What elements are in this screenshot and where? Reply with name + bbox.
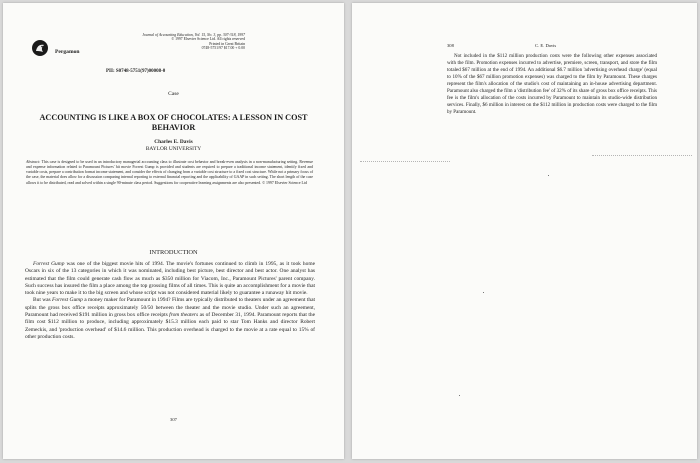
author-affiliation: BAYLOR UNIVERSITY — [145, 146, 202, 152]
page-number: 308 — [447, 43, 454, 48]
pergamon-logo-icon — [32, 40, 48, 56]
scan-speck — [459, 395, 460, 396]
right-page — [352, 3, 697, 459]
paragraph-text: as of December 31, 1994. Paramount reports that the film cost $112 million to produce, including approximately $15.3 million each paid to star Tom Hanks and director Robert Zemeckis, and 'production overhead' of $14.6 million. This production overhead is charged to the movie at a rate equal to 15% of other production costs. — [25, 312, 315, 340]
abstract — [26, 160, 313, 186]
author-name: Charles E. Davis — [154, 139, 193, 145]
emphasis-text: from theaters — [169, 312, 199, 319]
abstract-label: Abstract: — [26, 160, 41, 164]
scan-speck — [548, 175, 549, 176]
body-text — [447, 53, 657, 116]
case-label: Case — [168, 91, 179, 97]
left-page — [3, 3, 344, 459]
paragraph — [25, 261, 315, 297]
paragraph: Not included in the $112 million production costs were the following other expenses associated with the film. Promotion expenses incurred to advertise, premiere, screen, transport, and store the film totaled $67 million at the end of 1994. An additional $6.7 million 'advertising overhead charge' (equal to 10% of the $67 million promotion expenses) was charged to the film by Paramount. These charges represent the film's allocation of the studio's cost of maintaining an in-house advertising department. Paramount also charged the film a 'distribution fee' of 32% of its share of gross box office receipts. This fee is the film's allocation of the costs incurred by Paramount to maintain its studio-wide distribution services. Finally, $6 million in interest on the $112 million in production costs were charged to the film by Paramount. — [447, 53, 657, 116]
film-title: Forrest Gump — [33, 261, 65, 267]
paragraph-text: But was — [33, 297, 53, 304]
scan-artifact-line — [360, 161, 450, 162]
journal-line: Printed in Great Britain — [209, 41, 245, 46]
publisher-name: Pergamon — [55, 49, 80, 55]
scan-speck — [483, 292, 484, 293]
journal-line: Journal of Accounting Education, Vol. 15, No. 3, pp. 307-318, 1997 — [142, 33, 245, 37]
pii-identifier: PII: S0748-5751(97)00008-0 — [106, 69, 166, 74]
body-text — [25, 261, 315, 341]
running-head-author: C. E. Davis — [535, 43, 557, 48]
abstract-text: This case is designed to be used in an introductory managerial accounting class to illustrate cost behavior and break-even analysis in a non-manufacturing setting. Revenue and expense information related to Paramount Pictures' hit movie Forrest Gump is provided and students are required to prepare a traditional income statement, identify fixed and variable costs, prepare a contribution format income statement, and consider the effects of changing from a variable cost structure to a fixed cost structure. While not a primary focus of the case, the material does allow for a discussion comparing internal reporting to external financial reporting and the applicability of GAAP in such setting. The short length of the case allows it to be distributed, read and solved within a single 90-minute class period. Suggestions for cooperative learning assignments are also presented. © 1997 Elsevier Science Ltd — [26, 160, 313, 185]
page-number: 307 — [170, 417, 177, 422]
section-heading: INTRODUCTION — [149, 249, 198, 256]
paragraph-text: was one of the biggest movie hits of 1994. The movie's fortunes continued to climb in 1995, as it took home Oscars in six of the 13 categories in which it was nominated, including best picture, best director and best actor. One analyst has estimated that the film could generate cash flow as much as $350 million for Viacom, Inc., Paramount Pictures' parent company. Such success has insured the film a place among the top grossing films of all times. This is quite an accomplishment for a movie that took nine years to make it to the big screen and whose script was not considered material likely to guarantee a runaway hit movie. — [25, 261, 316, 297]
journal-line: © 1997 Elsevier Science Ltd. All rights reserved — [171, 37, 245, 42]
scan-artifact-line — [592, 155, 692, 156]
journal-citation — [125, 33, 245, 51]
film-title: Forrest Gump — [52, 297, 83, 304]
article-title: ACCOUNTING IS LIKE A BOX OF CHOCOLATES: A LESSON IN COST BEHAVIOR — [39, 113, 308, 132]
paragraph — [25, 297, 315, 341]
paragraph-text: a money maker for Paramount in 1994? Films are typically distributed to theaters under an agreement that splits the gross box office receipts approximately 50/50 between the theater and the movie studio. Under such an agreement, Paramount had received $191 million in gross box office receipts — [25, 297, 316, 319]
journal-line: 0748-5751/97 $17.00 + 0.00 — [201, 46, 245, 51]
